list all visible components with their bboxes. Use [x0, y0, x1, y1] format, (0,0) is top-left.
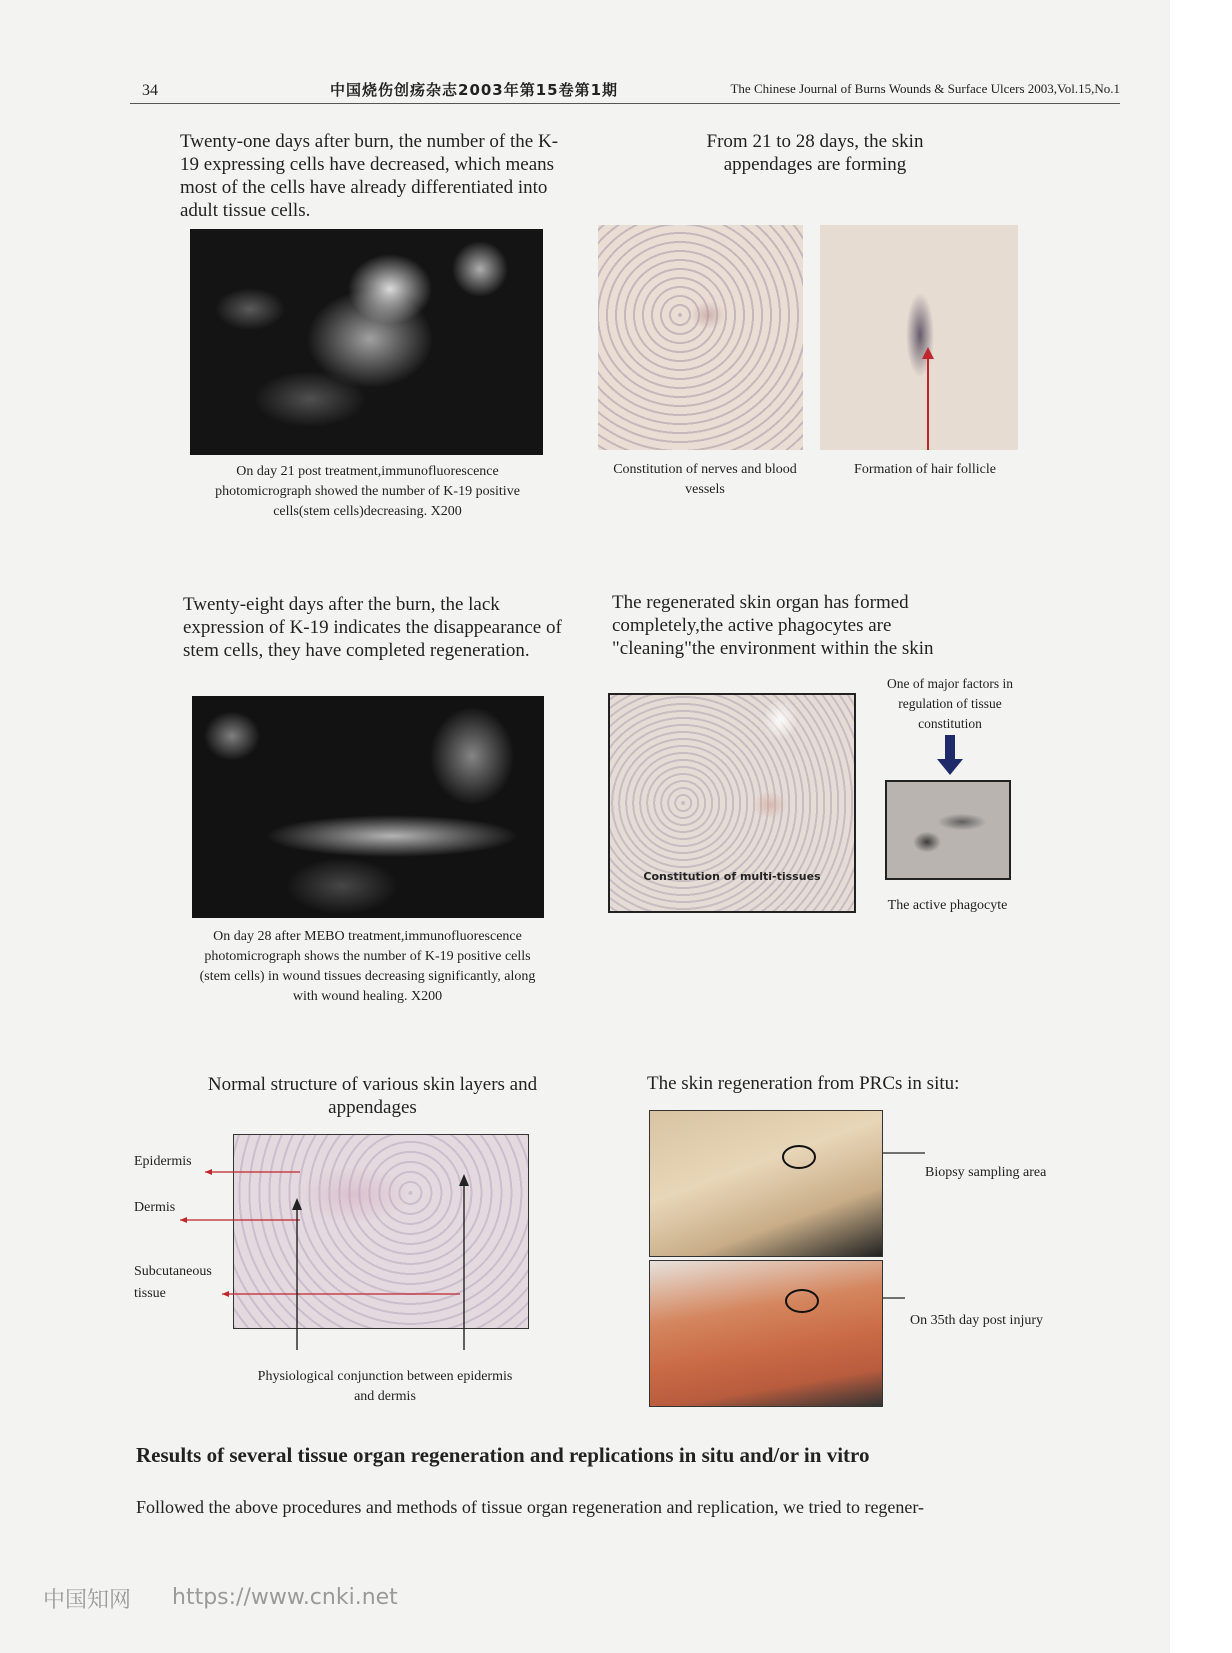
multi-tissue-label: Constitution of multi-tissues [643, 870, 821, 883]
section4-heading: The regenerated skin organ has formed completely,the active phagocytes are "cleaning"the environment within the skin [612, 592, 934, 659]
journal-title-cn: 中国烧伤创疡杂志2003年第15卷第1期 [330, 81, 619, 99]
label-day35: On 35th day post injury [910, 1313, 1043, 1328]
day35-circle-icon [650, 1261, 882, 1406]
biopsy-circle-icon [650, 1111, 882, 1256]
histology-hair-follicle-image [820, 225, 1018, 450]
journal-title-en: The Chinese Journal of Burns Wounds & Surface Ulcers 2003,Vol.15,No.1 [730, 81, 1120, 96]
results-section-title: Results of several tissue organ regeneration and replications in situ and/or in vitro [136, 1443, 870, 1467]
label-subcutaneous: Subcutaneous tissue [134, 1264, 212, 1301]
label-epidermis: Epidermis [134, 1154, 192, 1169]
section5-caption: Physiological conjunction between epidermis and dermis [257, 1369, 513, 1404]
section4-note: One of major factors in regulation of tissue constitution [887, 676, 1013, 731]
section1-heading: Twenty-one days after burn, the number of the K-19 expressing cells have decreased, which means most of the cells have already differentiated into adult tissue cells. [180, 131, 559, 221]
section1-caption: On day 21 post treatment,immunofluorescence photomicrograph showed the number of K-19 positive cells(stem cells)decreasing. X200 [215, 464, 520, 519]
label-biopsy-area: Biopsy sampling area [925, 1165, 1047, 1180]
immunofluorescence-image-day21 [190, 229, 543, 455]
multi-tissue-image [608, 693, 856, 913]
skin-layers-image [233, 1134, 529, 1329]
label-dermis: Dermis [134, 1200, 176, 1215]
patient-photo-biopsy [649, 1110, 883, 1257]
section2-heading: From 21 to 28 days, the skin appendages are forming [706, 131, 924, 175]
phagocyte-image [885, 780, 1011, 880]
patient-photo-day35 [649, 1260, 883, 1407]
page-number: 34 [142, 82, 158, 99]
results-paragraph: Followed the above procedures and methods of tissue organ regeneration and replication, we tried to regener- [136, 1497, 925, 1517]
down-arrow-icon [935, 735, 965, 777]
cnki-brand: 中国知网 [43, 1588, 132, 1613]
running-header [130, 79, 1120, 104]
section4-caption: The active phagocyte [887, 898, 1008, 913]
histology-nerves-vessels-image [598, 225, 803, 450]
cnki-url[interactable]: https://www.cnki.net [172, 1585, 398, 1610]
caption-hair-follicle: Formation of hair follicle [854, 462, 996, 477]
section3-caption: On day 28 after MEBO treatment,immunofluorescence photomicrograph shows the number of K-19 positive cells (stem cells) in wound tissues decreasing significantly, along with wound healing. X200 [199, 929, 536, 1004]
section3-heading: Twenty-eight days after the burn, the lack expression of K-19 indicates the disappearance of stem cells, they have completed regeneration. [183, 594, 562, 661]
immunofluorescence-image-day28 [192, 696, 544, 918]
red-arrow-icon [820, 225, 1018, 450]
caption-nerves-vessels: Constitution of nerves and blood vessels [613, 462, 797, 497]
section6-heading: The skin regeneration from PRCs in situ: [647, 1073, 960, 1094]
section5-heading: Normal structure of various skin layers and appendages [207, 1074, 538, 1118]
